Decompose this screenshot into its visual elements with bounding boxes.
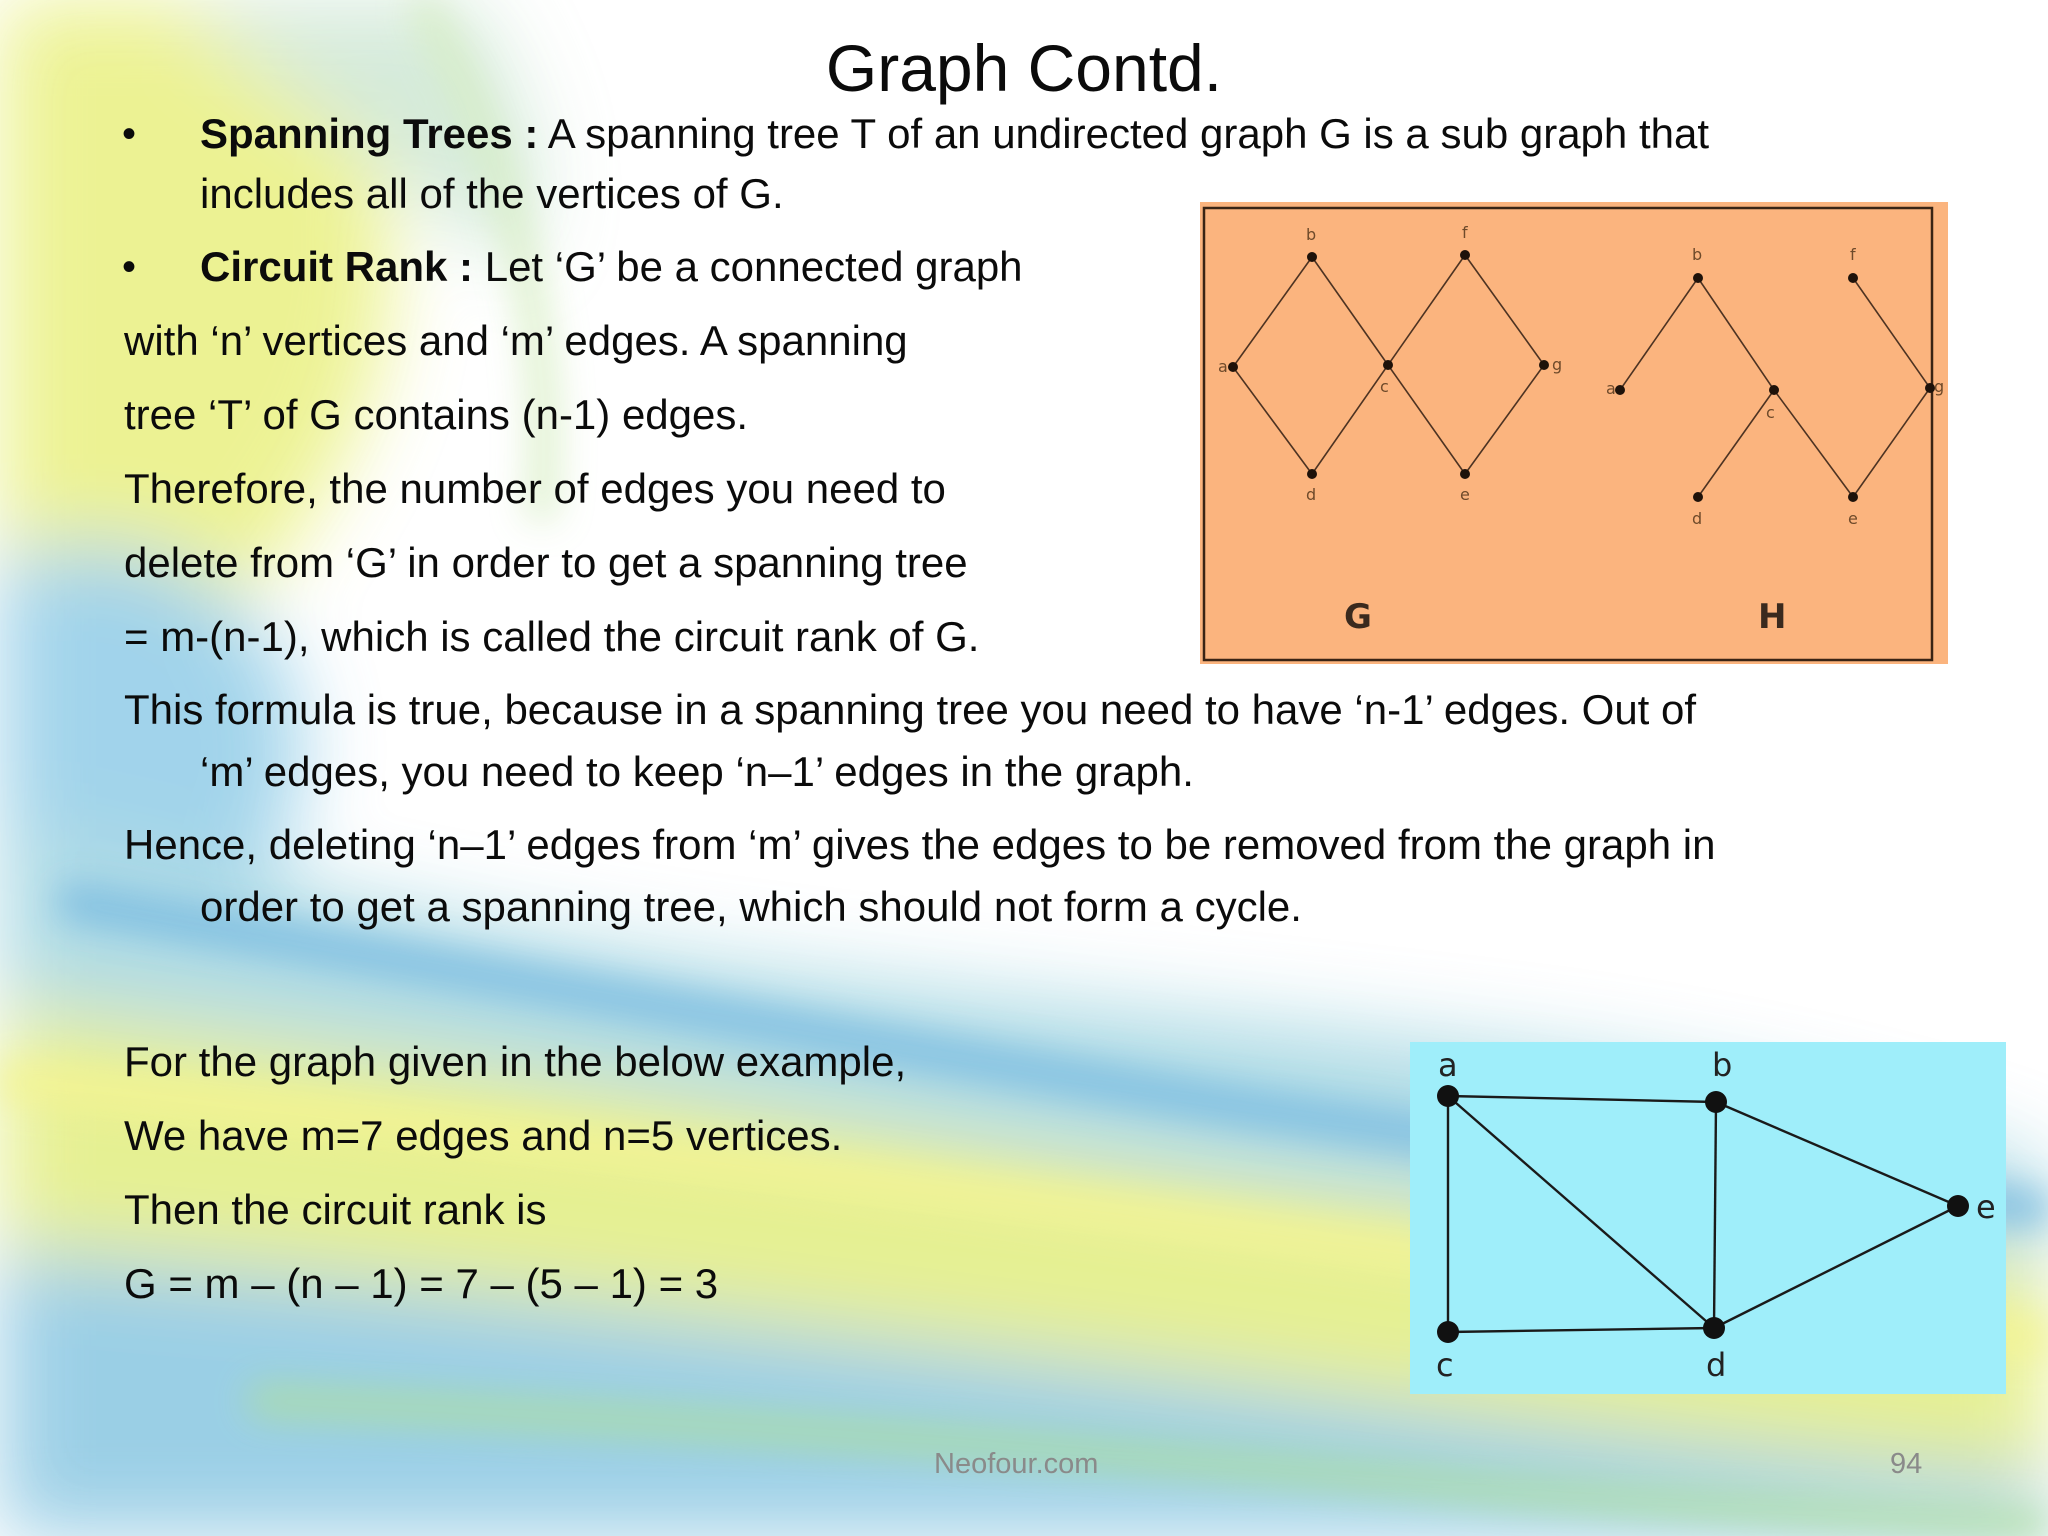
graph-h-label-b: b — [1692, 245, 1703, 264]
graph-g-label-b: b — [1306, 225, 1317, 244]
spanning-trees-term: Spanning Trees : — [200, 110, 539, 157]
slide-title: Graph Contd. — [825, 31, 1223, 105]
graph-h-label-d: d — [1692, 509, 1703, 528]
spanning-trees-line2: includes all of the vertices of G. — [200, 170, 784, 217]
example-label-a: a — [1438, 1046, 1458, 1084]
graph-g-caption: G — [1344, 597, 1372, 637]
bullet-marker: • — [122, 245, 137, 289]
graph-h-label-g: g — [1934, 377, 1945, 396]
circuit-rank-line: delete from ‘G’ in order to get a spanning tree — [124, 539, 968, 586]
example-line: Then the circuit rank is — [124, 1186, 547, 1233]
graph-g-label-e: e — [1460, 485, 1470, 504]
figure-gh-background — [1200, 202, 1948, 664]
hence-line2: order to get a spanning tree, which should not form a cycle. — [200, 883, 1302, 930]
example-line: For the graph given in the below example, — [124, 1038, 907, 1085]
hence-line1: Hence, deleting ‘n–1’ edges from ‘m’ gives the edges to be removed from the graph in — [124, 821, 1716, 868]
spanning-trees-text1: A spanning tree T of an undirected graph G is a sub graph that — [538, 110, 1709, 157]
circuit-rank-line: tree ‘T’ of G contains (n-1) edges. — [124, 391, 749, 438]
graph-g-label-g: g — [1552, 355, 1563, 374]
figure-graph-g-h — [1200, 202, 1948, 664]
graph-h-caption: H — [1758, 597, 1787, 637]
circuit-rank-line1 — [200, 241, 1023, 293]
graph-h-label-e: e — [1848, 509, 1858, 528]
circuit-rank-line: = m-(n-1), which is called the circuit rank of G. — [124, 613, 980, 660]
circuit-rank-term: Circuit Rank : — [200, 243, 474, 290]
graph-g-label-d: d — [1306, 485, 1317, 504]
formula-note-line1: This formula is true, because in a spanning tree you need to have ‘n-1’ edges. Out of — [124, 686, 1697, 733]
circuit-rank-text1: Let ‘G’ be a connected graph — [473, 243, 1023, 290]
formula-note-line2: ‘m’ edges, you need to keep ‘n–1’ edges in the graph. — [200, 748, 1194, 795]
circuit-rank-line: Therefore, the number of edges you need to — [124, 465, 946, 512]
bullet-marker: • — [122, 112, 137, 156]
figure-example-graph — [1410, 1042, 2006, 1394]
example-formula: G = m – (n – 1) = 7 – (5 – 1) = 3 — [124, 1260, 719, 1307]
graph-h-label-a: a — [1606, 379, 1616, 398]
example-label-b: b — [1712, 1046, 1733, 1084]
graph-h-label-f: f — [1850, 245, 1856, 264]
footer-site: Neofour.com — [934, 1448, 1099, 1480]
graph-g-label-f: f — [1462, 223, 1468, 242]
example-line: We have m=7 edges and n=5 vertices. — [124, 1112, 843, 1159]
example-label-e: e — [1976, 1188, 1996, 1226]
graph-h-label-c: c — [1766, 403, 1775, 422]
slide-number: 94 — [1890, 1448, 1923, 1480]
example-label-d: d — [1706, 1346, 1727, 1384]
example-label-c: c — [1436, 1346, 1454, 1384]
graph-g-label-c: c — [1380, 377, 1389, 396]
circuit-rank-line: with ‘n’ vertices and ‘m’ edges. A spanning — [124, 317, 908, 364]
spanning-trees-line1 — [200, 108, 1709, 160]
graph-g-label-a: a — [1218, 357, 1228, 376]
